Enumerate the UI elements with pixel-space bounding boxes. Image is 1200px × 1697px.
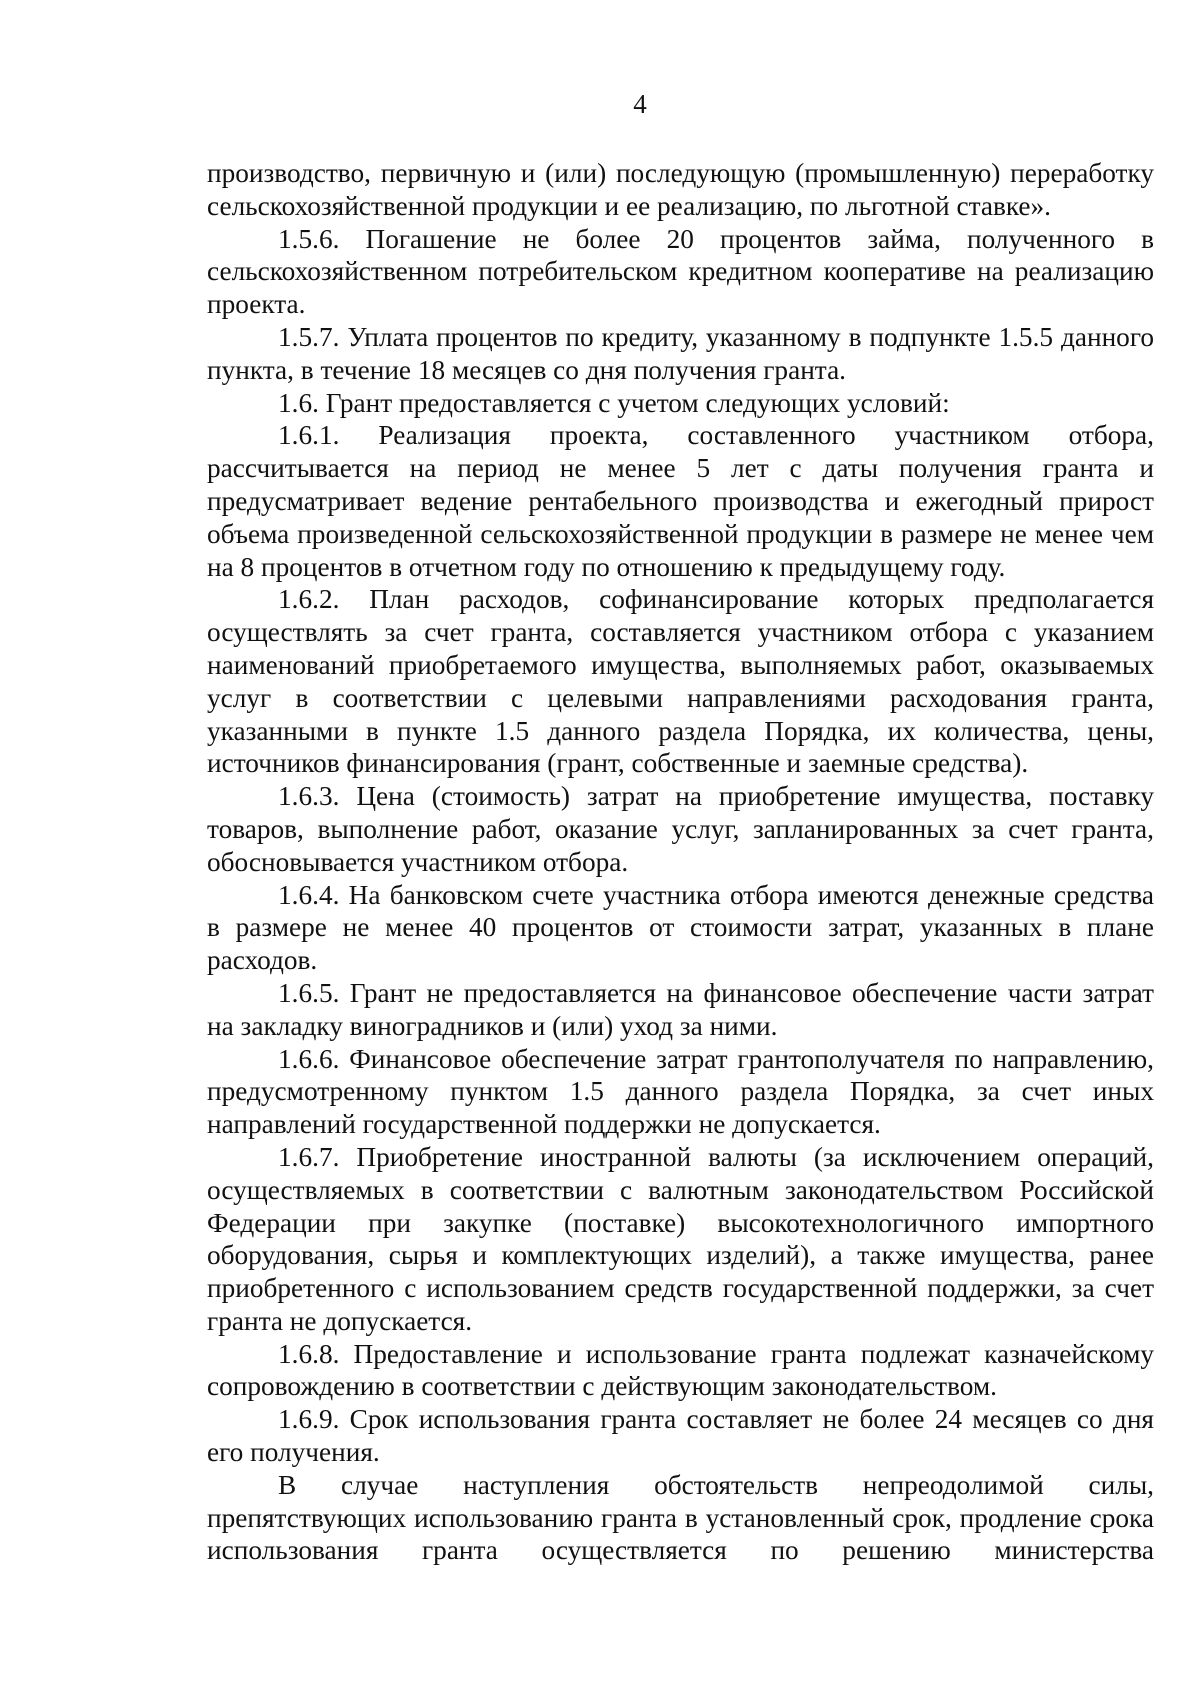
paragraph-1-6-7: 1.6.7. Приобретение иностранной валюты (за исключением операций, осуществляемых в соответствии с валютным законодательством Российской Федерации при закупке (поставке) высокотехнологичного импортного оборудования, сырья и комплектующих изделий), а также имущества, ранее приобретенного с использованием средств государственной поддержки, за счет гранта не допускается.	[207, 1141, 1154, 1336]
paragraph-1-5-6: 1.5.6. Погашение не более 20 процентов займа, полученного в сельскохозяйственном потребительском кредитном кооперативе на реализацию проекта.	[207, 223, 1154, 320]
paragraph-1-6: 1.6. Грант предоставляется с учетом следующих условий:	[278, 387, 950, 418]
paragraph-continuation: производство, первичную и (или) последующую (промышленную) переработку сельскохозяйственной продукции и ее реализацию, по льготной ставке».	[207, 158, 1154, 221]
document-body	[207, 157, 1154, 1567]
paragraph-1-6-3: 1.6.3. Цена (стоимость) затрат на приобретение имущества, поставку товаров, выполнение работ, оказание услуг, запланированных за счет гранта, обосновывается участником отбора.	[207, 781, 1154, 877]
paragraph-1-6-8: 1.6.8. Предоставление и использование гранта подлежат казначейскому сопровождению в соответствии с действующим законодательством.	[207, 1338, 1154, 1402]
paragraph-1-6-6: 1.6.6. Финансовое обеспечение затрат грантополучателя по направлению, предусмотренному пунктом 1.5 данного раздела Порядка, за счет иных направлений государственной поддержки не допускается.	[207, 1043, 1154, 1140]
paragraph-1-6-5: 1.6.5. Грант не предоставляется на финансовое обеспечение части затрат на закладку виноградников и (или) уход за ними.	[207, 977, 1154, 1041]
paragraph-1-5-7: 1.5.7. Уплата процентов по кредиту, указанному в подпункте 1.5.5 данного пункта, в течение 18 месяцев со дня получения гранта.	[207, 321, 1154, 385]
page-number: 4	[633, 89, 647, 119]
paragraph-1-6-1: 1.6.1. Реализация проекта, составленного участником отбора, рассчитывается на период не менее 5 лет с даты получения гранта и предусматривает ведение рентабельного производства и ежегодный прирост объема произведенной сельскохозяйственной продукции в размере не менее чем на 8 процентов в отчетном году по отношению к предыдущему году.	[207, 420, 1154, 582]
paragraph-1-6-9: 1.6.9. Срок использования гранта составляет не более 24 месяцев со дня его получения.	[207, 1404, 1154, 1468]
paragraph-1-6-4: 1.6.4. На банковском счете участника отбора имеются денежные средства в размере не менее 40 процентов от стоимости затрат, указанных в плане расходов.	[207, 879, 1154, 976]
paragraph-force-majeure: В случае наступления обстоятельств непреодолимой силы, препятствующих использованию гранта в установленный срок, продление срока использования гранта осуществляется по решению министерства	[207, 1469, 1154, 1566]
paragraph-1-6-2: 1.6.2. План расходов, софинансирование которых предполагается осуществлять за счет гранта, составляется участником отбора с указанием наименований приобретаемого имущества, выполняемых работ, оказываемых услуг в соответствии с целевыми направлениями расходования гранта, указанными в пункте 1.5 данного раздела Порядка, их количества, цены, источников финансирования (грант, собственные и заемные средства).	[207, 584, 1154, 779]
